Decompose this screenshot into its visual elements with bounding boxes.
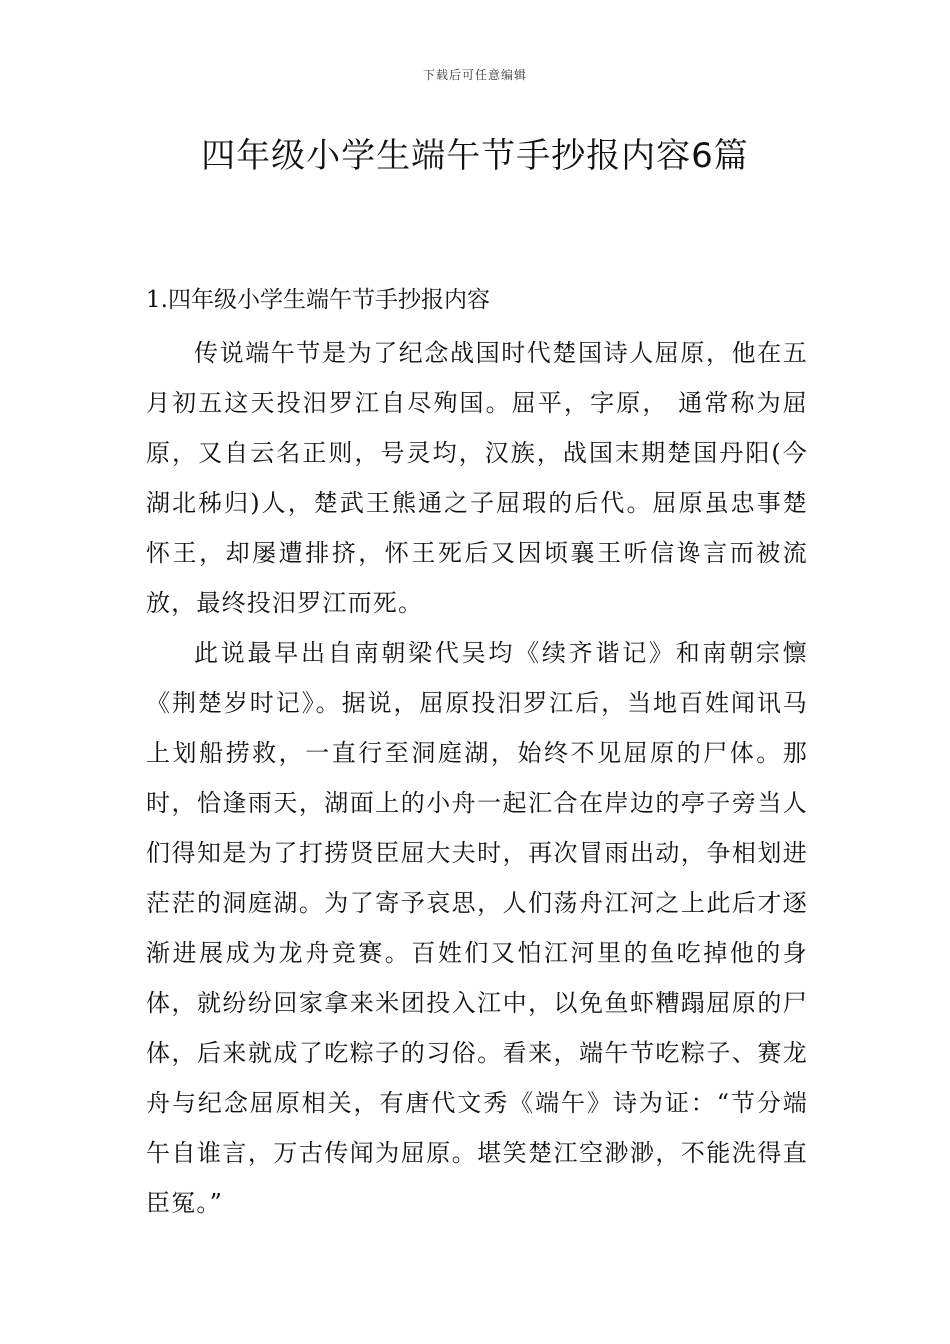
body-text (146, 328, 808, 1228)
paragraph-2: 此说最早出自南朝梁代吴均《续齐谐记》和南朝宗懔《荆楚岁时记》。据说，屈原投汨罗江后，当地百姓闻讯马上划船捞救，一直行至洞庭湖，始终不见屈原的尸体。那时，恰逢雨天，湖面上的小舟一起汇合在岸边的亭子旁当人们得知是为了打捞贤臣屈大夫时，再次冒雨出动，争相划进茫茫的洞庭湖。为了寄予哀思，人们荡舟江河之上此后才逐渐进展成为龙舟竞赛。百姓们又怕江河里的鱼吃掉他的身体，就纷纷回家拿来米团投入江中，以免鱼虾糟蹋屈原的尸体，后来就成了吃粽子的习俗。看来，端午节吃粽子、赛龙舟与纪念屈原相关，有唐代文秀《端午》诗为证：“节分端午自谁言，万古传闻为屈原。堪笑楚江空渺渺，不能洗得直臣冤。” (146, 639, 808, 1217)
document-title: 四年级小学生端午节手抄报内容6篇 (201, 136, 749, 176)
paragraph-1: 传说端午节是为了纪念战国时代楚国诗人屈原，他在五月初五这天投汨罗江自尽殉国。屈平，字原， 通常称为屈原，又自云名正则，号灵均，汉族，战国末期楚国丹阳(今湖北秭归)人，楚武王熊通之子屈瑕的后代。屈原虽忠事楚怀王，却屡遭排挤，怀王死后又因顷襄王听信谗言而被流放，最终投汨罗江而死。 (146, 339, 808, 617)
section-heading: 1.四年级小学生端午节手抄报内容 (146, 287, 490, 313)
page-header-note: 下载后可任意编辑 (422, 68, 527, 82)
